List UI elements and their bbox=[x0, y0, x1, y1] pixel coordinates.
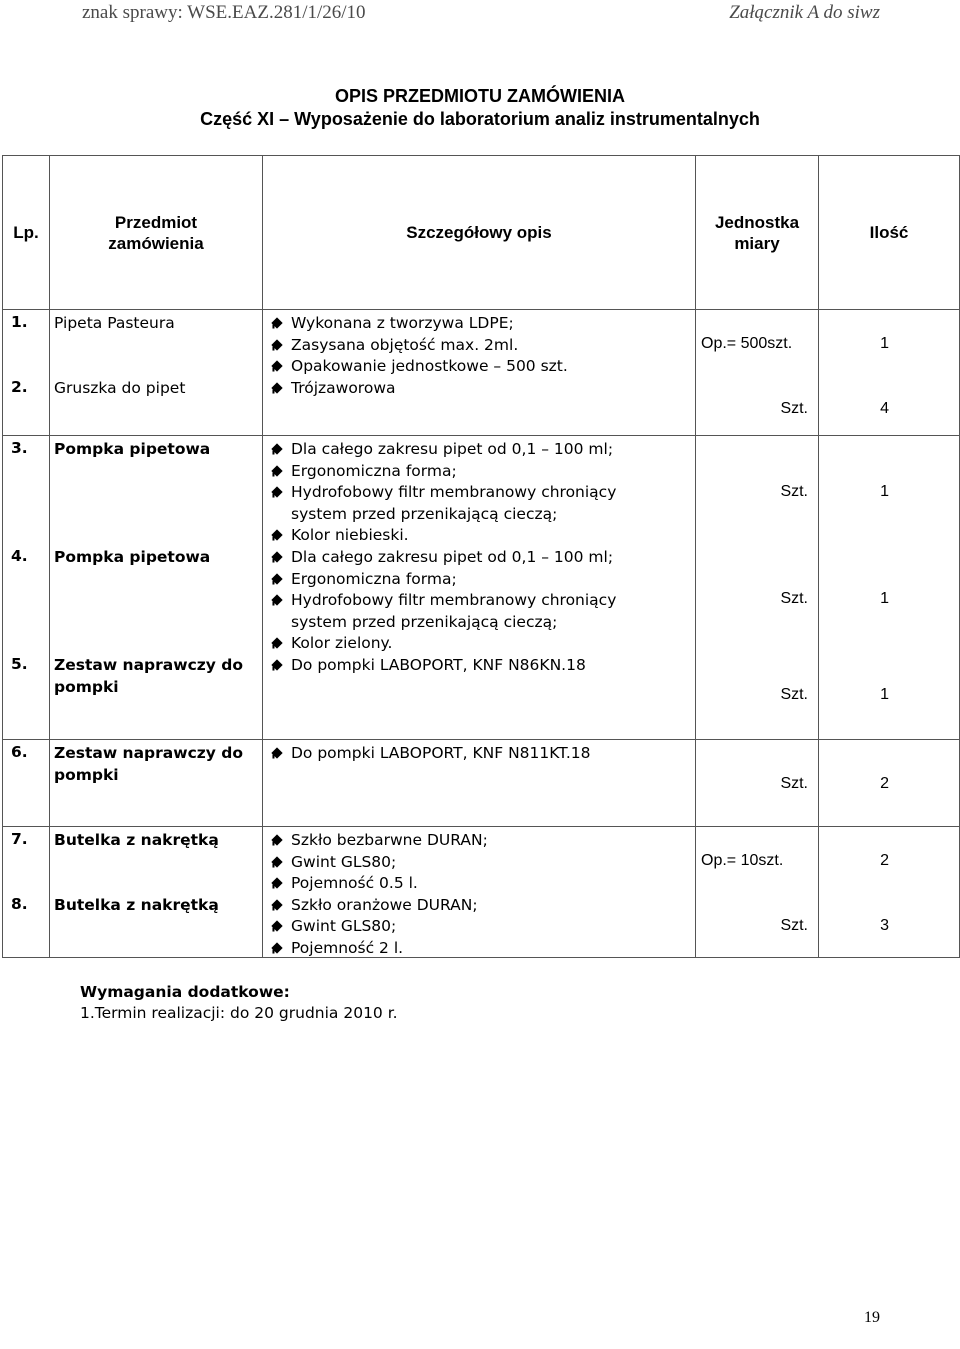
bullet-icon bbox=[271, 942, 282, 953]
bullet-icon bbox=[271, 487, 282, 498]
item-name: Pompka pipetowa bbox=[54, 440, 211, 458]
header-lp: Lp. bbox=[3, 156, 50, 310]
list-item: Pojemność 2 l. bbox=[271, 938, 695, 960]
item-description bbox=[263, 439, 695, 677]
bullet-icon bbox=[271, 530, 282, 541]
unit-value: Op.= 10szt. bbox=[701, 852, 784, 869]
bullet-icon bbox=[271, 317, 282, 328]
row-number: 6. bbox=[11, 743, 28, 761]
case-reference: znak sprawy: WSE.EAZ.281/1/26/10 bbox=[82, 2, 366, 23]
item-description bbox=[263, 743, 695, 765]
row-number: 1. bbox=[11, 313, 28, 331]
item-name: Gruszka do pipet bbox=[54, 379, 186, 397]
list-item: system przed przenikającą cieczą; bbox=[291, 612, 558, 631]
bullet-icon bbox=[271, 834, 282, 845]
table-row bbox=[3, 436, 960, 740]
list-item: Kolor zielony. bbox=[271, 633, 695, 655]
list-item: Szkło oranżowe DURAN; bbox=[271, 895, 695, 917]
document-subtitle: Część XI – Wyposażenie do laboratorium analiz instrumentalnych bbox=[200, 109, 760, 129]
row-number: 7. bbox=[11, 830, 28, 848]
bullet-icon bbox=[271, 638, 282, 649]
item-name: Butelka z nakrętką bbox=[54, 831, 219, 849]
bullet-icon bbox=[271, 573, 282, 584]
item-name: Zestaw naprawczy do pompki bbox=[54, 656, 244, 696]
row-number: 3. bbox=[11, 439, 28, 457]
list-item: Do pompki LABOPORT, KNF N811KT.18 bbox=[271, 743, 695, 765]
additional-requirements bbox=[80, 982, 398, 1024]
bullet-icon bbox=[271, 465, 282, 476]
attachment-label: Załącznik A do siwz bbox=[729, 2, 880, 23]
header-quantity: Ilość bbox=[819, 156, 960, 310]
list-item: Zasysana objętość max. 2ml. bbox=[271, 335, 695, 357]
row-number: 8. bbox=[11, 895, 28, 913]
quantity-value: 3 bbox=[880, 917, 889, 934]
row-number: 5. bbox=[11, 655, 28, 673]
list-item: Dla całego zakresu pipet od 0,1 – 100 ml; bbox=[271, 439, 695, 461]
unit-value: Szt. bbox=[780, 686, 808, 703]
list-item: Hydrofobowy filtr membranowy chroniący bbox=[271, 482, 695, 504]
quantity-value: 4 bbox=[880, 400, 889, 417]
list-item: Hydrofobowy filtr membranowy chroniący bbox=[271, 590, 695, 612]
bullet-icon bbox=[271, 878, 282, 889]
list-item: Trójzaworowa bbox=[271, 378, 695, 400]
item-description bbox=[263, 313, 695, 399]
unit-value: Szt. bbox=[780, 917, 808, 934]
list-item: Gwint GLS80; bbox=[271, 916, 695, 938]
quantity-value: 2 bbox=[880, 775, 889, 792]
list-item: Ergonomiczna forma; bbox=[271, 569, 695, 591]
bullet-icon bbox=[271, 856, 282, 867]
bullet-icon bbox=[271, 921, 282, 932]
unit-value: Szt. bbox=[780, 483, 808, 500]
item-name: Zestaw naprawczy do pompki bbox=[54, 744, 244, 784]
table-row bbox=[3, 740, 960, 827]
bullet-icon bbox=[271, 382, 282, 393]
header-unit: Jednostka miary bbox=[696, 156, 819, 310]
bullet-icon bbox=[271, 443, 282, 454]
bullet-icon bbox=[271, 339, 282, 350]
header-description: Szczegółowy opis bbox=[263, 156, 696, 310]
item-description bbox=[263, 830, 695, 960]
list-item: Opakowanie jednostkowe – 500 szt. bbox=[271, 356, 695, 378]
unit-value: Szt. bbox=[780, 400, 808, 417]
unit-value: Op.= 500szt. bbox=[701, 335, 793, 352]
quantity-value: 1 bbox=[880, 335, 889, 352]
table-row bbox=[3, 310, 960, 436]
unit-value: Szt. bbox=[780, 590, 808, 607]
unit-value: Szt. bbox=[780, 775, 808, 792]
quantity-value: 1 bbox=[880, 590, 889, 607]
bullet-icon bbox=[271, 659, 282, 670]
document-title: OPIS PRZEDMIOTU ZAMÓWIENIA bbox=[335, 86, 625, 106]
list-item: Kolor niebieski. bbox=[271, 525, 695, 547]
item-name: Pompka pipetowa bbox=[54, 548, 211, 566]
item-name: Pipeta Pasteura bbox=[54, 314, 175, 332]
list-item: Szkło bezbarwne DURAN; bbox=[271, 830, 695, 852]
header-item: Przedmiot zamówienia bbox=[50, 156, 263, 310]
bullet-icon bbox=[271, 899, 282, 910]
list-item: Wykonana z tworzywa LDPE; bbox=[271, 313, 695, 335]
list-item: Do pompki LABOPORT, KNF N86KN.18 bbox=[271, 655, 695, 677]
list-item: Gwint GLS80; bbox=[271, 852, 695, 874]
page-number: 19 bbox=[864, 1309, 880, 1326]
list-item: Ergonomiczna forma; bbox=[271, 461, 695, 483]
item-name: Butelka z nakrętką bbox=[54, 896, 219, 914]
quantity-value: 2 bbox=[880, 852, 889, 869]
row-number: 2. bbox=[11, 378, 28, 396]
bullet-icon bbox=[271, 594, 282, 605]
delivery-deadline: 1.Termin realizacji: do 20 grudnia 2010 r. bbox=[80, 1004, 398, 1022]
bullet-icon bbox=[271, 747, 282, 758]
quantity-value: 1 bbox=[880, 686, 889, 703]
order-table bbox=[2, 155, 960, 958]
row-number: 4. bbox=[11, 547, 28, 565]
table-header-row bbox=[3, 156, 960, 310]
bullet-icon bbox=[271, 551, 282, 562]
list-item: Dla całego zakresu pipet od 0,1 – 100 ml; bbox=[271, 547, 695, 569]
quantity-value: 1 bbox=[880, 483, 889, 500]
list-item: Pojemność 0.5 l. bbox=[271, 873, 695, 895]
table-row bbox=[3, 827, 960, 958]
bullet-icon bbox=[271, 361, 282, 372]
list-item: system przed przenikającą cieczą; bbox=[291, 504, 558, 523]
additional-requirements-heading: Wymagania dodatkowe: bbox=[80, 983, 290, 1001]
